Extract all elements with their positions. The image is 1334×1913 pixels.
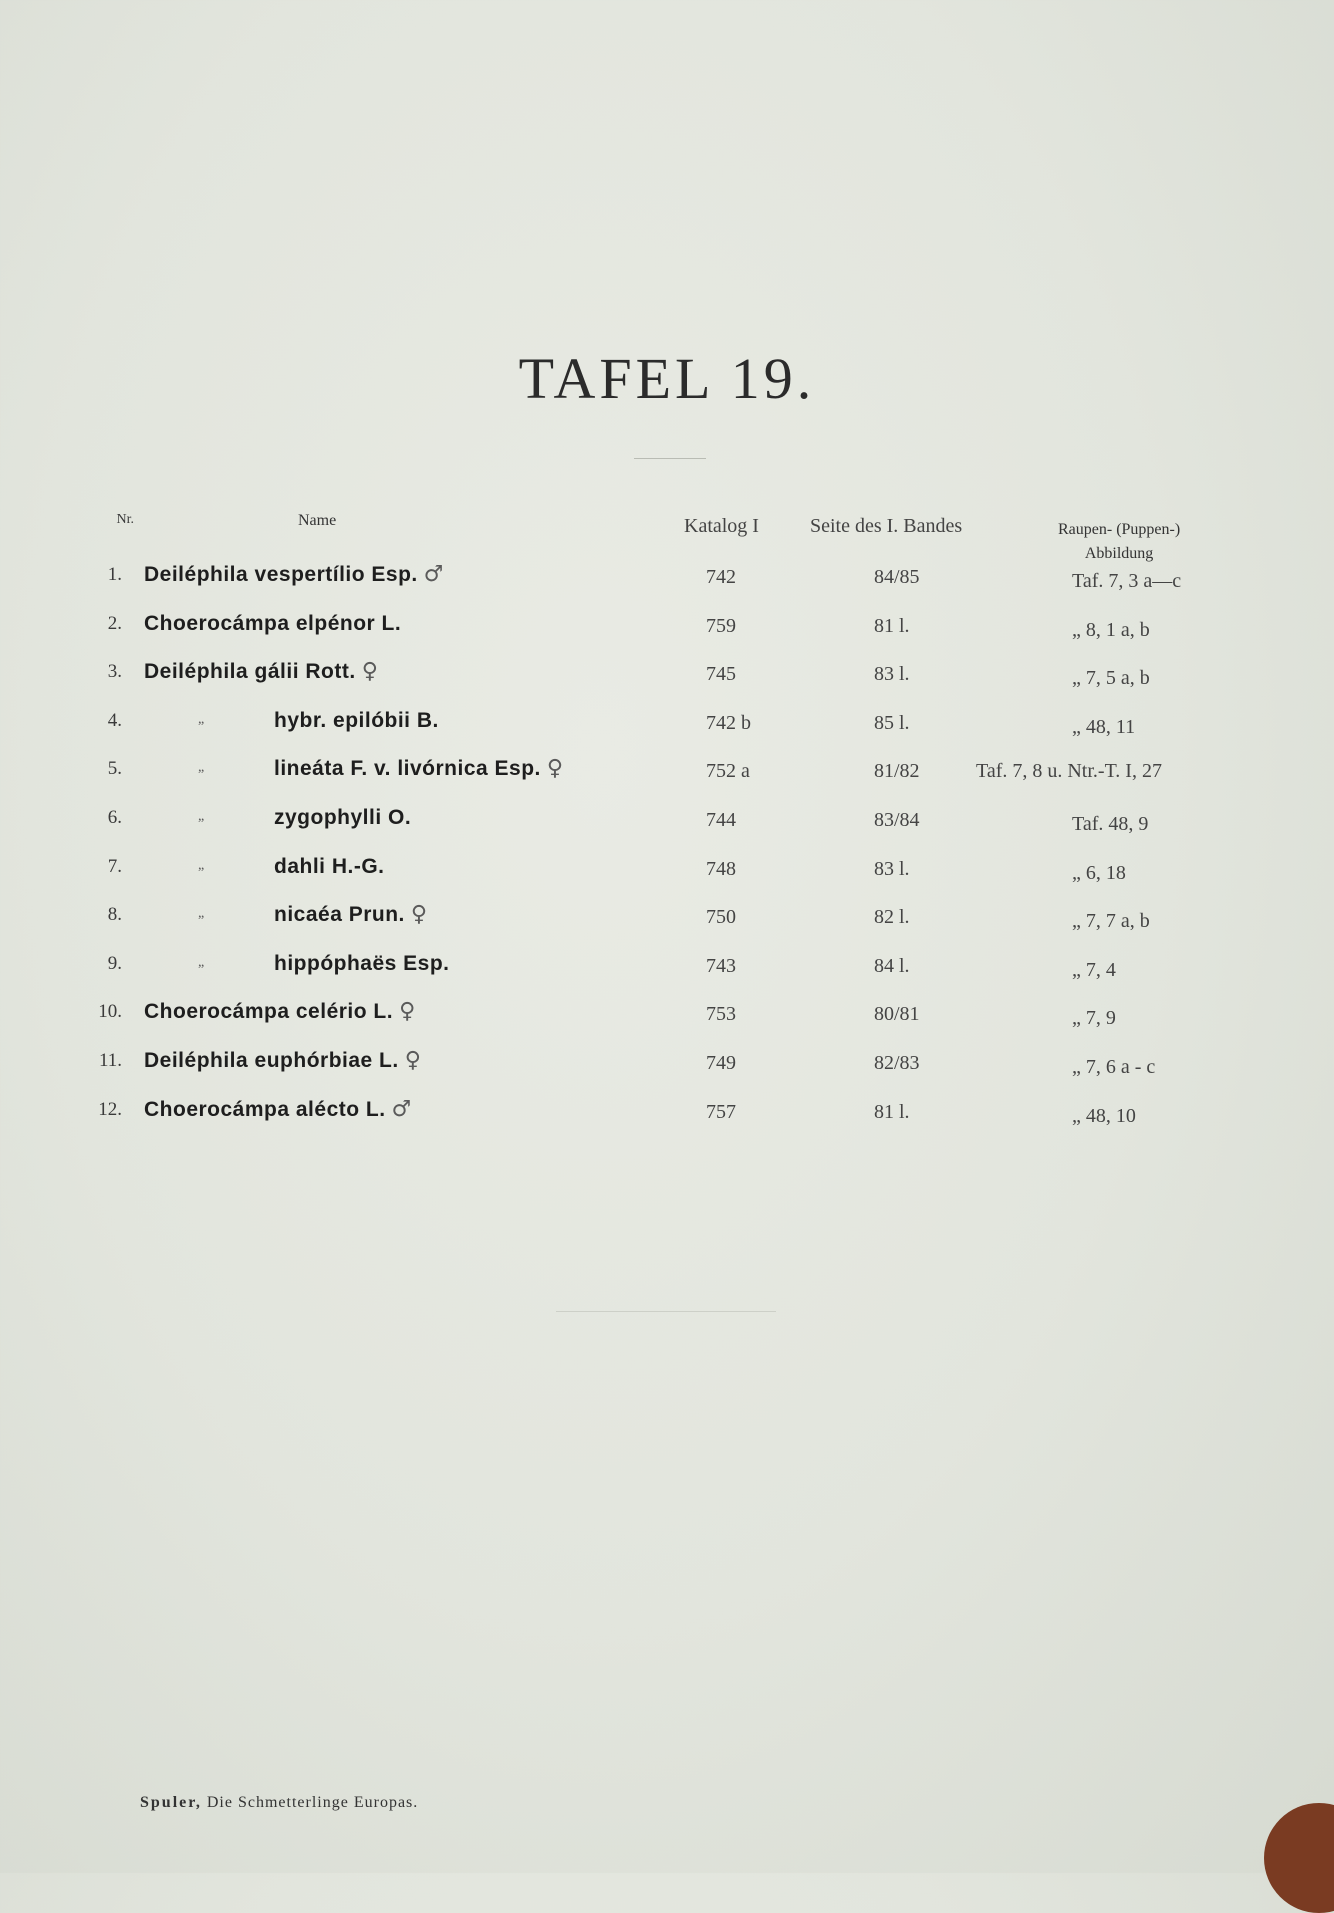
footer-citation bbox=[140, 1794, 418, 1812]
page-reference: 84 l. bbox=[874, 954, 910, 977]
species-name bbox=[274, 854, 391, 879]
katalog-number: 745 bbox=[706, 663, 736, 686]
ditto-mark: „ bbox=[198, 711, 205, 727]
illustration-reference: Taf. 48, 9 bbox=[1072, 813, 1149, 835]
table-row bbox=[0, 657, 1334, 697]
bottom-divider bbox=[556, 1311, 776, 1312]
species-name bbox=[144, 999, 416, 1024]
page-corner-shadow bbox=[1264, 1803, 1334, 1913]
row-number: 6. bbox=[107, 807, 122, 828]
table-row bbox=[0, 949, 1334, 989]
illustration-reference: „ 7, 5 a, b bbox=[1072, 667, 1150, 690]
footer-author: Spuler, bbox=[140, 1794, 202, 1811]
illustration-reference: „ 7, 7 a, b bbox=[1072, 910, 1150, 933]
sex-symbol-icon: ♀ bbox=[404, 1048, 422, 1073]
sex-symbol-icon: ♀ bbox=[410, 902, 428, 928]
species-label: hybr. epilóbii B. bbox=[274, 708, 439, 732]
table-row bbox=[0, 754, 1334, 794]
table-row bbox=[0, 1095, 1334, 1135]
sex-symbol-icon: ♀ bbox=[546, 756, 564, 782]
footer-work: Die Schmetterlinge Europas. bbox=[206, 1794, 419, 1811]
title-divider bbox=[634, 458, 706, 459]
sex-symbol-icon: ♀ bbox=[361, 659, 379, 685]
katalog-number: 752 a bbox=[706, 760, 750, 783]
species-label: Deiléphila vespertílio Esp. bbox=[144, 563, 418, 586]
table-row bbox=[0, 1046, 1334, 1086]
ditto-mark: „ bbox=[198, 809, 205, 824]
table-row bbox=[0, 803, 1334, 843]
species-label: lineáta F. v. livórnica Esp. bbox=[274, 757, 541, 781]
header-raupen-line2: Abbildung bbox=[1084, 545, 1154, 562]
species-label: Choerocámpa elpénor L. bbox=[144, 611, 402, 635]
species-name bbox=[144, 1048, 421, 1073]
ditto-mark: „ bbox=[198, 906, 205, 922]
row-number: 12. bbox=[98, 1098, 122, 1120]
page-reference: 83 l. bbox=[874, 663, 910, 686]
page-reference: 85 l. bbox=[874, 711, 910, 734]
illustration-reference: „ 48, 10 bbox=[1072, 1104, 1136, 1127]
illustration-reference: „ 8, 1 a, b bbox=[1072, 618, 1150, 641]
sex-symbol-icon: ♂ bbox=[391, 1096, 412, 1122]
species-name bbox=[274, 951, 456, 976]
page-reference: 82 l. bbox=[874, 906, 910, 929]
table-row bbox=[0, 560, 1334, 600]
katalog-number: 753 bbox=[706, 1003, 736, 1026]
species-label: nicaéa Prun. bbox=[274, 903, 405, 927]
species-label: Choerocámpa celério L. bbox=[144, 1000, 394, 1024]
katalog-number: 757 bbox=[706, 1100, 736, 1123]
page-reference: 81/82 bbox=[874, 760, 920, 783]
species-name bbox=[144, 1097, 412, 1122]
species-label: Deiléphila gálii Rott. bbox=[144, 660, 356, 684]
row-number: 4. bbox=[107, 709, 122, 731]
page-reference: 84/85 bbox=[874, 566, 920, 588]
row-number: 8. bbox=[107, 904, 122, 926]
row-number: 9. bbox=[107, 952, 122, 974]
page-reference: 81 l. bbox=[874, 1100, 910, 1123]
species-name bbox=[274, 708, 445, 733]
sex-symbol-icon: ♂ bbox=[423, 562, 444, 587]
row-number: 7. bbox=[107, 855, 122, 877]
row-number: 10. bbox=[98, 1001, 122, 1023]
ditto-mark: „ bbox=[198, 760, 205, 776]
header-seite: Seite des I. Bandes bbox=[810, 515, 963, 537]
header-raupen bbox=[1058, 518, 1180, 566]
page-reference: 80/81 bbox=[874, 1003, 920, 1026]
table-row bbox=[0, 900, 1334, 940]
species-name bbox=[144, 659, 378, 684]
katalog-number: 744 bbox=[706, 809, 736, 831]
header-katalog: Katalog I bbox=[684, 515, 759, 537]
katalog-number: 742 bbox=[706, 566, 736, 588]
katalog-number: 743 bbox=[706, 954, 736, 977]
header-nr: Nr. bbox=[116, 512, 134, 527]
katalog-number: 750 bbox=[706, 906, 736, 929]
row-number: 2. bbox=[107, 612, 122, 634]
ditto-mark: „ bbox=[198, 954, 205, 970]
page-reference: 82/83 bbox=[874, 1052, 920, 1074]
ditto-mark: „ bbox=[198, 857, 205, 873]
page-reference: 81 l. bbox=[874, 614, 910, 637]
header-raupen-line1: Raupen- (Puppen-) bbox=[1058, 521, 1181, 538]
species-label: Choerocámpa aléсto L. bbox=[144, 1097, 386, 1121]
row-number: 5. bbox=[107, 758, 122, 780]
table-row bbox=[0, 997, 1334, 1037]
page-reference: 83/84 bbox=[874, 809, 920, 831]
illustration-reference: Taf. 7, 3 a—c bbox=[1072, 570, 1182, 592]
species-label: zygophylli O. bbox=[274, 806, 412, 829]
illustration-reference: „ 7, 9 bbox=[1072, 1007, 1116, 1030]
katalog-number: 742 b bbox=[706, 711, 751, 734]
species-label: dahli H.-G. bbox=[274, 854, 385, 878]
row-number: 1. bbox=[107, 564, 122, 585]
page-title: TAFEL 19. bbox=[518, 346, 816, 411]
species-name bbox=[274, 756, 564, 781]
katalog-number: 759 bbox=[706, 614, 736, 637]
illustration-reference: „ 48, 11 bbox=[1072, 715, 1136, 738]
illustration-reference: Taf. 7, 8 u. Ntr.-T. I, 27 bbox=[976, 760, 1162, 783]
table-row bbox=[0, 706, 1334, 746]
species-name bbox=[274, 902, 428, 927]
illustration-reference: „ 7, 4 bbox=[1072, 958, 1116, 981]
row-number: 11. bbox=[98, 1050, 122, 1071]
species-name bbox=[274, 805, 417, 830]
page-reference: 83 l. bbox=[874, 857, 910, 880]
species-name bbox=[144, 562, 444, 587]
header-name: Name bbox=[298, 512, 337, 529]
illustration-reference: „ 7, 6 a - c bbox=[1072, 1056, 1156, 1078]
species-label: Deiléphila euphórbiae L. bbox=[144, 1049, 399, 1072]
katalog-number: 748 bbox=[706, 857, 736, 880]
table-row bbox=[0, 609, 1334, 649]
row-number: 3. bbox=[107, 661, 122, 683]
species-name bbox=[144, 611, 407, 636]
illustration-reference: „ 6, 18 bbox=[1072, 861, 1126, 884]
katalog-number: 749 bbox=[706, 1052, 736, 1074]
species-label: hippóphaës Esp. bbox=[274, 951, 450, 975]
sex-symbol-icon: ♀ bbox=[399, 999, 416, 1025]
table-row bbox=[0, 852, 1334, 892]
